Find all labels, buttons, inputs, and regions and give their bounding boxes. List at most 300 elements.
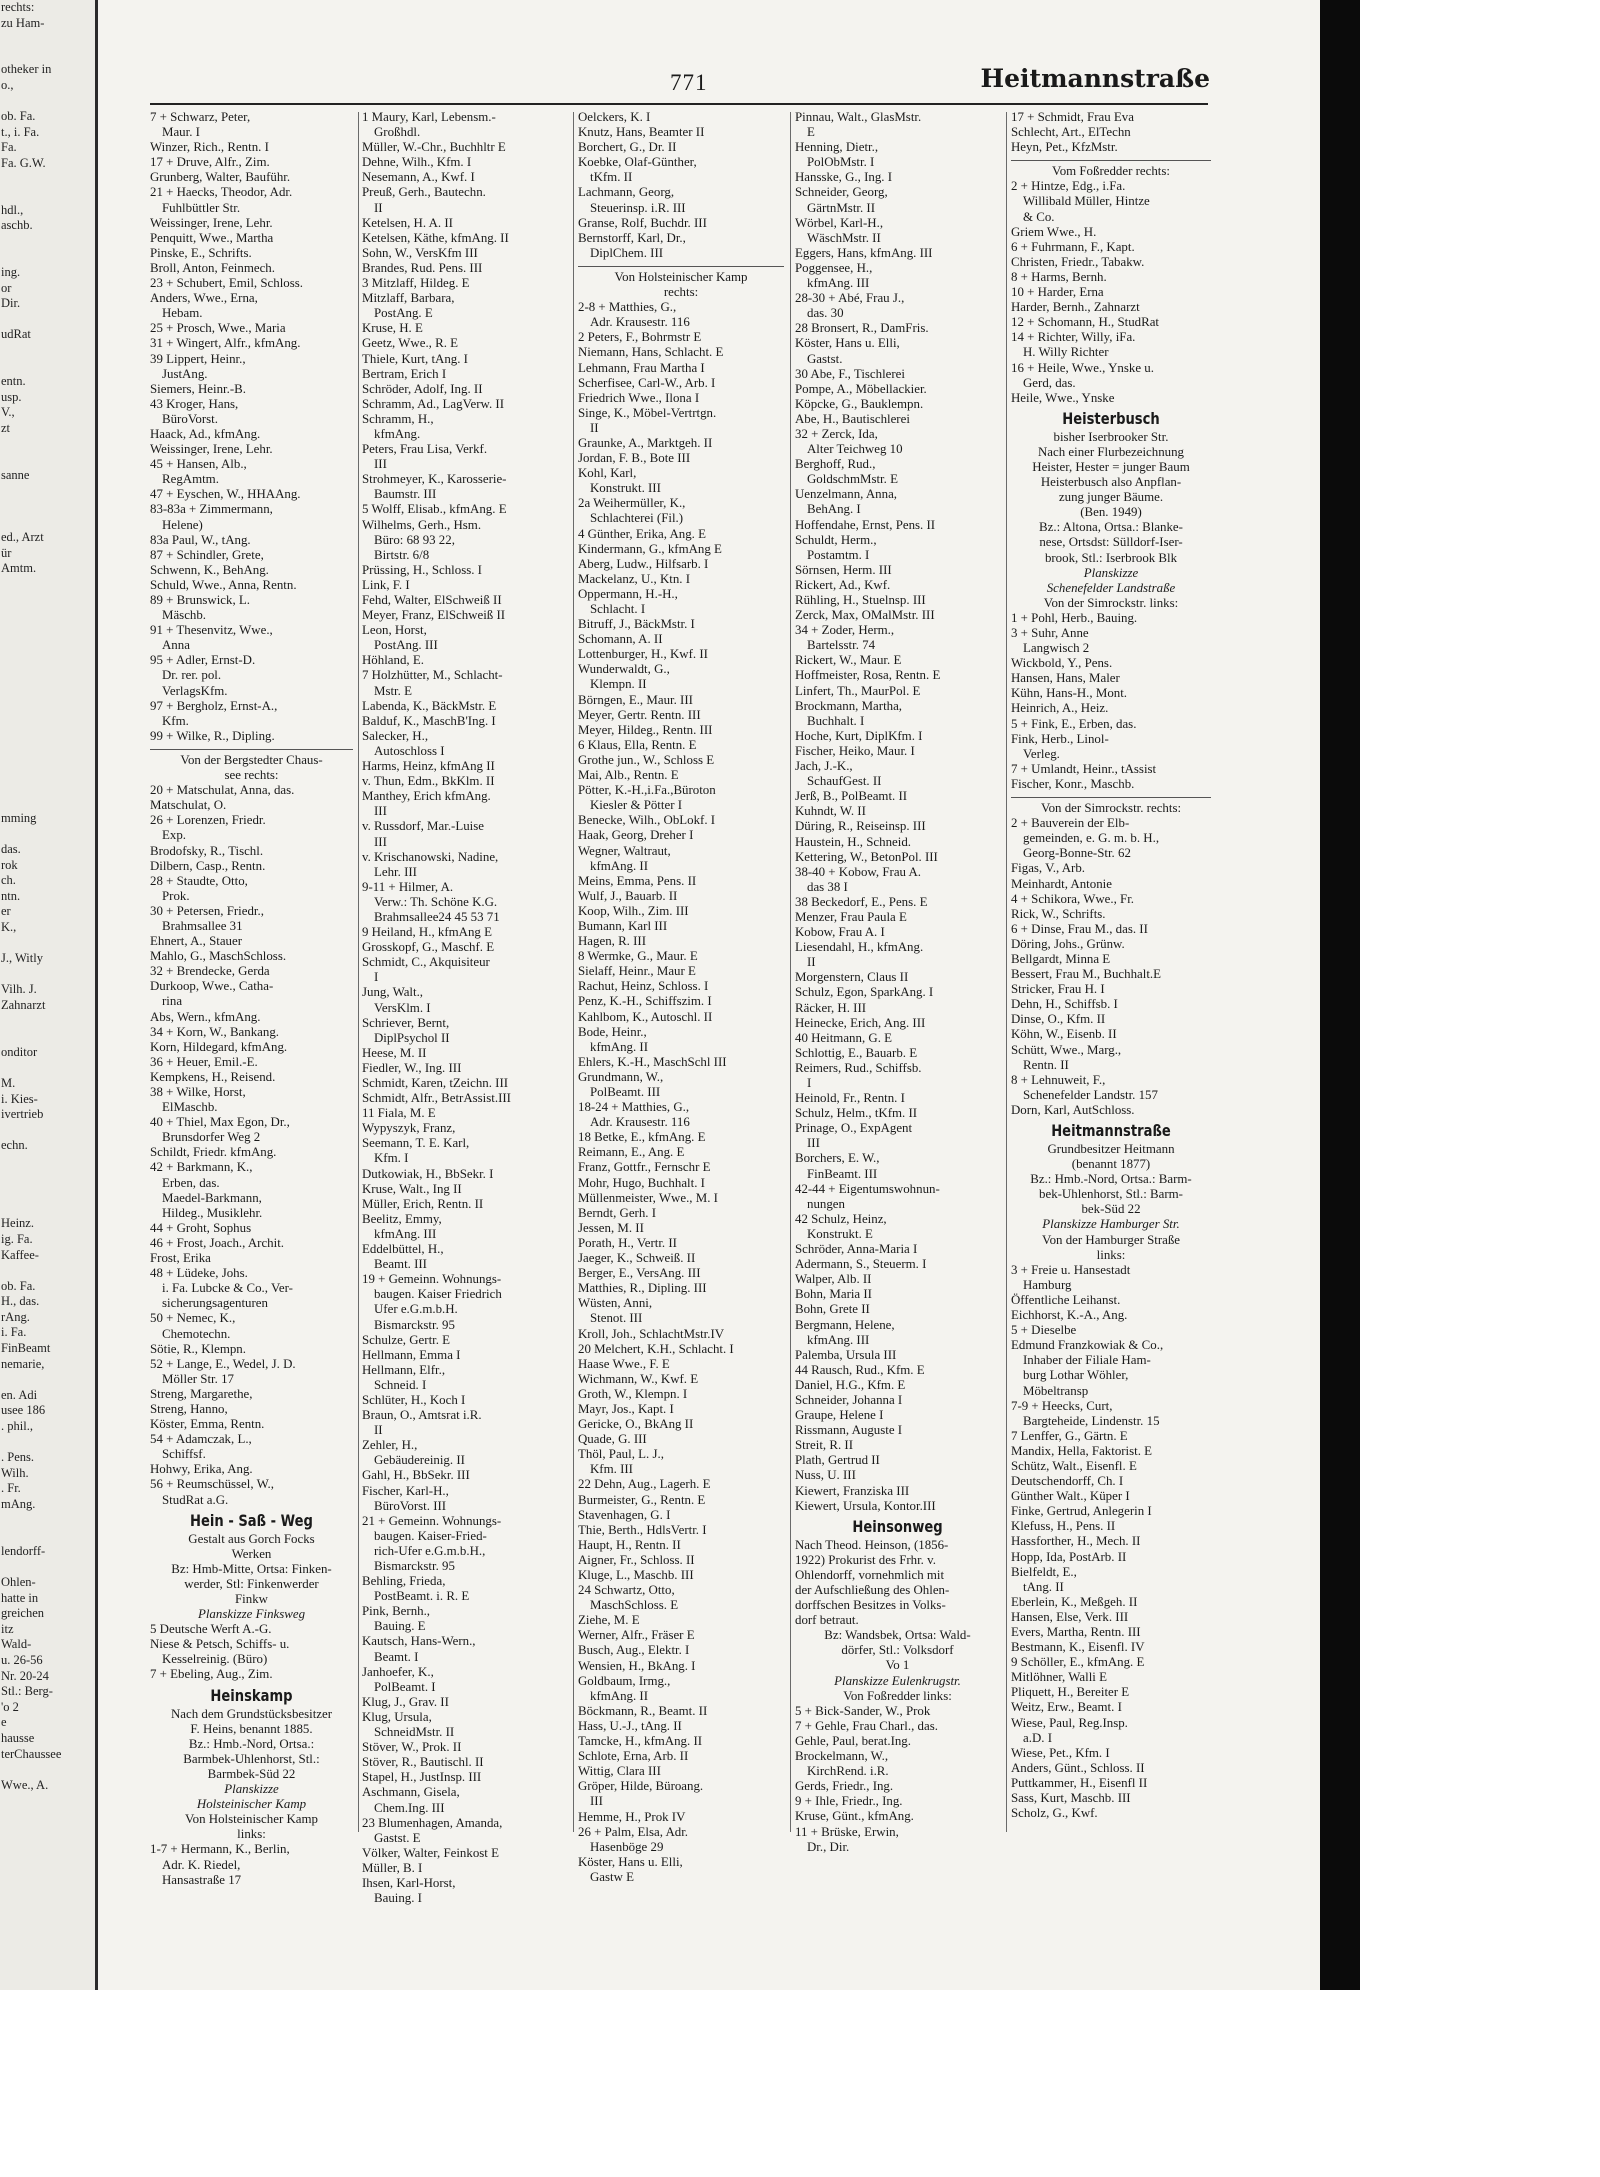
directory-entry: 52 + Lange, E., Wedel, J. D.: [150, 1356, 296, 1371]
directory-entry: Leon, Horst,: [362, 623, 427, 638]
directory-entry: Franz, Gottfr., Fernschr E: [578, 1160, 711, 1175]
directory-entry: Kesselreinig. (Büro): [162, 1652, 268, 1667]
directory-entry: 39 Lippert, Heinr.,: [150, 351, 246, 366]
directory-entry: Eichhorst, K.-A., Ang.: [1011, 1308, 1128, 1323]
directory-entry: Verleg.: [1023, 746, 1060, 761]
directory-entry: WäschMstr. II: [807, 230, 881, 245]
directory-entry: Bismarckstr. 95: [374, 1317, 455, 1332]
directory-entry: Heile, Wwe., Ynske: [1011, 390, 1115, 405]
previous-page-fragment: [0, 250, 95, 266]
directory-entry: 9-11 + Hilmer, A.: [362, 879, 454, 894]
directory-entry: Hamburg: [1023, 1277, 1072, 1292]
previous-page-fragment: [0, 1029, 95, 1045]
directory-entry: Weissinger, Irene, Lehr.: [150, 215, 273, 230]
previous-page-fragment: [0, 749, 95, 765]
street-note: Bz: Hmb-Mitte, Ortsa: Finken-: [171, 1561, 332, 1576]
previous-page-fragment: [0, 1201, 95, 1217]
directory-entry: dorffschen Besitzes in Volks-: [795, 1598, 946, 1613]
previous-page-fragment: V.,: [1, 405, 15, 420]
directory-entry: 19 + Gemeinn. Wohnungs-: [362, 1272, 502, 1287]
directory-entry: Kfm. I: [374, 1151, 409, 1166]
directory-entry: rich-Ufer e.G.m.b.H.,: [374, 1543, 486, 1558]
directory-entry: Stöver, R., Bautischl. II: [362, 1755, 484, 1770]
previous-page-fragment: [0, 1762, 95, 1778]
previous-page-fragment: [0, 437, 95, 453]
directory-entry: Wiese, Paul, Reg.Insp.: [1011, 1715, 1128, 1730]
directory-entry: Kautsch, Hans-Wern.,: [362, 1634, 476, 1649]
directory-entry: burg Lothar Wöhler,: [1023, 1368, 1129, 1383]
directory-entry: Grothe jun., W., Schloss E: [578, 752, 715, 767]
scan-border: [1320, 0, 1360, 1990]
directory-entry: 3 + Freie u. Hansestadt: [1011, 1262, 1131, 1277]
directory-entry: 97 + Bergholz, Ernst-A.,: [150, 698, 278, 713]
directory-entry: Mayr, Jos., Kapt. I: [578, 1401, 674, 1416]
street-note: Von Holsteinischer Kamp: [185, 1812, 318, 1827]
directory-entry: dorf betraut.: [795, 1613, 859, 1628]
directory-entry: Schröder, Adolf, Ing. II: [362, 381, 483, 396]
directory-entry: 17 + Schmidt, Frau Eva: [1011, 110, 1134, 124]
street-note: (benannt 1877): [1071, 1157, 1151, 1172]
previous-page-fragment: i. Kies-: [1, 1091, 38, 1106]
directory-entry: Durkoop, Wwe., Catha-: [150, 979, 274, 994]
directory-entry: Schmidt, Alfr., BetrAssist.III: [362, 1091, 511, 1106]
directory-entry: Edmund Franzkowiak & Co.,: [1011, 1338, 1164, 1353]
directory-entry: 20 Melchert, K.H., Schlacht. I: [578, 1341, 734, 1356]
directory-entry: BehAng. I: [807, 502, 861, 517]
previous-page-fragment: M.: [1, 1075, 16, 1090]
directory-entry: das. 30: [807, 306, 844, 321]
directory-entry: Jordan, F. B., Bote III: [578, 451, 691, 466]
directory-entry: Graunke, A., Marktgeh. II: [578, 435, 713, 450]
directory-entry: Schuldt, Herm.,: [795, 532, 877, 547]
directory-entry: Schmidt, C., Akquisiteur: [362, 955, 490, 970]
directory-entry: v. Russdorf, Mar.-Luise: [362, 819, 484, 834]
column-divider: [573, 112, 574, 1832]
directory-entry: Mitzlaff, Barbara,: [362, 291, 455, 306]
directory-entry: 9 Schöller, E., kfmAng. E: [1011, 1655, 1145, 1670]
directory-entry: Börngen, E., Maur. III: [578, 692, 693, 707]
previous-page-fragment: entn.: [1, 374, 26, 389]
directory-entry: Jerß, B., PolBeamt. II: [795, 789, 908, 804]
directory-entry: Berghoff, Rud.,: [795, 457, 876, 472]
directory-entry: 50 + Nemec, K.,: [150, 1311, 236, 1326]
directory-entry: Thöl, Paul, L. J.,: [578, 1447, 664, 1462]
directory-entry: Ihsen, Karl-Horst,: [362, 1875, 456, 1890]
directory-entry: Gebäudereinig. II: [374, 1453, 465, 1468]
directory-entry: Möller Str. 17: [162, 1371, 234, 1386]
directory-entry: Frost, Erika: [150, 1251, 211, 1266]
previous-page-fragment: ing.: [1, 265, 21, 280]
directory-entry: Wypyszyk, Franz,: [362, 1121, 456, 1136]
directory-entry: Exp.: [162, 828, 186, 843]
directory-entry: Manthey, Erich kfmAng.: [362, 789, 491, 804]
directory-entry: Schildt, Friedr. kfmAng.: [150, 1145, 277, 1160]
previous-page-fragment: rok: [1, 857, 18, 872]
directory-entry: Kempkens, H., Reisend.: [150, 1069, 276, 1084]
directory-entry: 7 Holzhütter, M., Schlacht-: [362, 668, 503, 683]
directory-entry: Wensien, H., BkAng. I: [578, 1658, 696, 1673]
directory-entry: Adermann, S., Steuerm. I: [795, 1257, 927, 1272]
directory-entry: Schriever, Bernt,: [362, 1015, 450, 1030]
directory-entry: Broll, Anton, Feinmech.: [150, 260, 275, 275]
directory-entry: II: [590, 420, 599, 435]
directory-entry: Hellmann, Elfr.,: [362, 1362, 446, 1377]
directory-entry: Finke, Gertrud, Anlegerin I: [1011, 1504, 1152, 1519]
directory-entry: Bismarckstr. 95: [374, 1559, 455, 1573]
street-note: zung junger Bäume.: [1058, 490, 1164, 505]
directory-entry: Brodofsky, R., Tischl.: [150, 843, 264, 858]
directory-entry: Sass, Kurt, Maschb. III: [1011, 1791, 1131, 1806]
street-note: F. Heins, benannt 1885.: [190, 1721, 313, 1736]
directory-entry: RegAmtm.: [162, 472, 219, 487]
directory-entry: 7-9 + Heecks, Curt,: [1011, 1398, 1113, 1413]
directory-entry: Goldbaum, Irmg.,: [578, 1673, 671, 1688]
directory-entry: Peters, Frau Lisa, Verkf.: [362, 442, 488, 457]
directory-entry: Ehnert, A., Stauer: [150, 934, 243, 949]
directory-entry: Verw.: Th. Schöne K.G.: [374, 894, 498, 909]
directory-entry: Kfm.: [162, 713, 189, 728]
directory-entry: Siemers, Heinr.-B.: [150, 381, 246, 396]
previous-page-fragment: [0, 515, 95, 531]
plan-reference: Schenefelder Landstraße: [1046, 580, 1176, 595]
directory-entry: Adr. K. Riedel,: [162, 1857, 241, 1872]
directory-entry: Ziehe, M. E: [578, 1613, 640, 1628]
directory-entry: Zehler, H.,: [362, 1438, 418, 1453]
directory-entry: Haupt, H., Rentn. II: [578, 1537, 681, 1552]
previous-page-fragment: Wald-: [1, 1637, 32, 1652]
previous-page-fragment: Heinz.: [1, 1216, 34, 1231]
blank-margin: [0, 1990, 1360, 2177]
street-note: Von der Simrockstr. rechts:: [1040, 801, 1182, 816]
directory-entry: kfmAng. III: [807, 1332, 870, 1347]
previous-page-fragment: . Fr.: [1, 1481, 21, 1496]
directory-entry: Kobow, Frau A. I: [795, 925, 885, 940]
directory-entry: 5 + Dieselbe: [1011, 1323, 1077, 1338]
directory-entry: 23 + Schubert, Emil, Schloss.: [150, 276, 304, 291]
directory-entry: Grosskopf, G., Maschf. E: [362, 940, 495, 955]
previous-page-fragment: . Pens.: [1, 1450, 34, 1465]
directory-entry: Wegner, Waltraut,: [578, 843, 671, 858]
street-note: Bz: Wandsbek, Ortsa: Wald-: [824, 1628, 971, 1643]
directory-entry: 83-83a + Zimmermann,: [150, 502, 273, 517]
previous-page-fragment: hdl.,: [1, 202, 24, 217]
directory-entry: Räcker, H. III: [795, 1000, 867, 1015]
directory-entry: Chemotechn.: [162, 1326, 231, 1341]
plan-reference: Planskizze Eulenkrugstr.: [834, 1673, 961, 1688]
directory-entry: Eberlein, K., Meßgeh. II: [1011, 1594, 1138, 1609]
directory-entry: Schütt, Wwe., Marg.,: [1011, 1042, 1122, 1057]
directory-entry: 1 Maury, Karl, Lebensm.-: [362, 110, 496, 124]
directory-entry: Daniel, H.G., Kfm. E: [795, 1377, 906, 1392]
directory-entry: Jung, Walt.,: [362, 985, 424, 1000]
directory-entry: Hoche, Kurt, DiplKfm. I: [795, 728, 923, 743]
directory-entry: Dehn, H., Schiffsb. I: [1011, 997, 1118, 1012]
directory-entry: Weissinger, Irene, Lehr.: [150, 442, 273, 457]
directory-entry: Kahlbom, K., Autoschl. II: [578, 1009, 713, 1024]
directory-entry: Kiesler & Pötter I: [590, 798, 683, 813]
directory-entry: 46 + Frost, Joach., Archit.: [150, 1235, 285, 1250]
street-note: Gestalt aus Gorch Focks: [188, 1531, 315, 1546]
previous-page-fragment: [0, 686, 95, 702]
directory-entry: Wörbel, Karl-H.,: [795, 215, 884, 230]
directory-entry: 43 Kroger, Hans,: [150, 396, 239, 411]
previous-page-fragment: [0, 499, 95, 515]
previous-page-fragment: Amtm.: [1, 561, 37, 576]
directory-entry: Prinage, O., ExpAgent: [795, 1121, 913, 1136]
directory-entry: 2a Weihermüller, K.,: [578, 496, 686, 511]
directory-entry: Bumann, Karl III: [578, 918, 668, 933]
street-note: Von der Hamburger Straße: [1041, 1232, 1181, 1247]
directory-entry: VersKlm. I: [374, 1000, 431, 1015]
previous-page-fragment: zt: [1, 421, 11, 436]
directory-entry: Groth, W., Klempn. I: [578, 1386, 688, 1401]
directory-entry: Scherfisee, Carl-W., Arb. I: [578, 375, 716, 390]
directory-entry: Jach, J.-K.,: [795, 759, 853, 774]
previous-page-fragment: i. Fa.: [1, 1325, 27, 1340]
directory-entry: Bestmann, K., Eisenfl. IV: [1011, 1640, 1145, 1655]
directory-entry: Düring, R., Reiseinsp. III: [795, 819, 926, 834]
previous-page-fragment: [0, 733, 95, 749]
directory-entry: kfmAng.: [374, 426, 421, 441]
directory-entry: Bohn, Maria II: [795, 1287, 872, 1302]
directory-entry: Schulz, Egon, SparkAng. I: [795, 985, 934, 1000]
directory-entry: Kettering, W., BetonPol. III: [795, 849, 938, 864]
directory-entry: 38-40 + Kobow, Frau A.: [795, 864, 922, 879]
directory-entry: Heinold, Fr., Rentn. I: [795, 1091, 905, 1106]
directory-entry: Schlote, Erna, Arb. II: [578, 1749, 689, 1764]
directory-entry: 89 + Brunswick, L.: [150, 593, 251, 607]
directory-entry: VerlagsKfm.: [162, 683, 228, 698]
street-heading: Heinsonweg: [852, 1516, 943, 1536]
previous-page-fragment: [0, 1435, 95, 1451]
directory-entry: 42 Schulz, Heinz,: [795, 1211, 887, 1226]
directory-entry: Klefuss, H., Pens. II: [1011, 1519, 1116, 1534]
directory-entry: Dr. rer. pol.: [162, 668, 222, 683]
directory-entry: Birtstr. 6/8: [374, 547, 430, 562]
street-heading: Hein - Saß - Weg: [190, 1510, 313, 1530]
directory-entry: baugen. Kaiser-Fried-: [374, 1528, 487, 1543]
directory-entry: Deutschendorff, Ch. I: [1011, 1474, 1124, 1489]
directory-entry: 54 + Adamczak, L.,: [150, 1432, 252, 1447]
directory-entry: 9 + Ihle, Friedr., Ing.: [795, 1794, 903, 1809]
directory-entry: 7 + Gehle, Frau Charl., das.: [795, 1718, 938, 1733]
directory-entry: Brahmsallee 31: [162, 918, 243, 933]
directory-entry: Behling, Frieda,: [362, 1574, 446, 1589]
directory-entry: Lehr. III: [374, 864, 417, 879]
street-note: Finkw: [235, 1592, 268, 1606]
directory-entry: Prüssing, H., Schloss. I: [362, 562, 482, 577]
directory-entry: Rühling, H., Stuelnsp. III: [795, 593, 926, 607]
directory-entry: Dilbern, Casp., Rentn.: [150, 858, 266, 873]
directory-entry: Böckmann, R., Beamt. II: [578, 1703, 708, 1718]
directory-entry: Aigner, Fr., Schloss. II: [578, 1552, 695, 1567]
directory-entry: Adr. Krausestr. 116: [590, 315, 690, 330]
previous-page-fragment: ed., Arzt: [1, 530, 44, 545]
directory-entry: Haack, Ad., kfmAng.: [150, 426, 261, 441]
directory-entry: Kruse, Walt., Ing II: [362, 1181, 462, 1196]
previous-page-fragment: FinBeamt: [1, 1341, 51, 1356]
directory-entry: Gastw E: [590, 1869, 635, 1884]
directory-entry: Hellmann, Emma I: [362, 1347, 461, 1362]
directory-entry: Reimann, E., Ang. E: [578, 1145, 685, 1160]
directory-entry: Penz, K.-H., Schiffszim. I: [578, 994, 712, 1009]
directory-entry: Streng, Hanno,: [150, 1401, 228, 1416]
directory-entry: Hagen, R. III: [578, 934, 647, 949]
directory-entry: Brahmsallee24 45 53 71: [374, 909, 500, 924]
previous-page-fragment: e: [1, 1715, 7, 1730]
directory-entry: 7 Lenffer, G., Gärtn. E: [1011, 1428, 1128, 1443]
directory-entry: Stapel, H., JustInsp. III: [362, 1770, 482, 1785]
directory-entry: Harms, Heinz, kfmAng II: [362, 759, 495, 774]
directory-entry: Porath, H., Vertr. II: [578, 1235, 677, 1250]
directory-entry: Büro: 68 93 22,: [374, 532, 455, 547]
directory-entry: Günther Walt., Küper I: [1011, 1489, 1130, 1504]
directory-entry: 5 + Fink, E., Erben, das.: [1011, 716, 1137, 731]
directory-entry: Mitlöhner, Walli E: [1011, 1670, 1107, 1685]
directory-entry: 5 + Bick-Sander, W., Prok: [795, 1703, 931, 1718]
directory-entry: Willibald Müller, Hintze: [1023, 194, 1150, 209]
directory-entry: Haase Wwe., F. E: [578, 1356, 670, 1371]
directory-entry: Hansastraße 17: [162, 1872, 242, 1887]
directory-entry: Helene): [162, 517, 203, 532]
directory-entry: Rachut, Heinz, Schloss. I: [578, 979, 709, 994]
directory-entry: Haustein, H., Schneid.: [795, 834, 911, 849]
directory-entry: Hemme, H., Prok IV: [578, 1809, 686, 1824]
directory-entry: Reimers, Rud., Schiffsb.: [795, 1060, 922, 1075]
directory-entry: 83a Paul, W., tAng.: [150, 532, 251, 547]
directory-entry: Bohn, Grete II: [795, 1302, 870, 1317]
directory-entry: Friedrich Wwe., Ilona I: [578, 390, 700, 405]
directory-entry: Tamcke, H., kfmAng. II: [578, 1734, 703, 1749]
column-4: [795, 110, 1000, 1855]
directory-entry: Hansen, Hans, Maler: [1011, 671, 1120, 686]
directory-entry: III: [590, 1794, 603, 1809]
directory-entry: das 38 I: [807, 879, 848, 894]
directory-entry: PostAng. E: [374, 306, 433, 321]
directory-entry: Sötie, R., Klempn.: [150, 1341, 246, 1356]
directory-entry: Schneider, Georg,: [795, 185, 888, 200]
directory-entry: 22 Dehn, Aug., Lagerh. E: [578, 1477, 711, 1492]
previous-page-fragment: Fa.: [1, 140, 17, 155]
directory-entry: Braun, O., Amtsrat i.R.: [362, 1408, 482, 1423]
directory-entry: Eddelbüttel, H.,: [362, 1242, 444, 1257]
directory-entry: Grundmann, W.,: [578, 1069, 664, 1084]
directory-entry: Thiele, Kurt, tAng. I: [362, 351, 468, 366]
directory-entry: Oppermann, H.-H.,: [578, 586, 678, 601]
directory-entry: Völker, Walter, Feinkost E: [362, 1845, 499, 1860]
directory-entry: Heyn, Pet., KfzMstr.: [1011, 140, 1118, 155]
previous-page-fragment: ch.: [1, 873, 16, 888]
directory-entry: gemeinden, e. G. m. b. H.,: [1023, 831, 1160, 846]
directory-entry: Meyer, Gertr. Rentn. III: [578, 707, 701, 722]
street-note: Bz.: Hmb.-Nord, Ortsa.:: [188, 1736, 315, 1751]
directory-entry: 40 Heitmann, G. E: [795, 1030, 893, 1045]
directory-entry: Schneider, Johanna I: [795, 1392, 903, 1407]
directory-entry: Ketelsen, H. A. II: [362, 215, 453, 230]
directory-entry: Nach Theod. Heinson, (1856-: [795, 1537, 949, 1552]
directory-entry: Sohn, W., VersKfm III: [362, 245, 478, 260]
directory-entry: Dorn, Karl, AutSchloss.: [1011, 1102, 1135, 1117]
directory-entry: Walper, Alb. II: [795, 1272, 872, 1287]
directory-entry: nungen: [807, 1196, 845, 1211]
street-note: Von der Bergstedter Chaus-: [180, 752, 323, 767]
street-note: Bz.: Hmb.-Nord, Ortsa.: Barm-: [1030, 1172, 1192, 1187]
directory-entry: Hohwy, Erika, Ang.: [150, 1462, 253, 1477]
column-1: [150, 110, 353, 1888]
directory-entry: Hoffendahe, Ernst, Pens. II: [795, 517, 936, 532]
previous-page-fragment: [0, 234, 95, 250]
directory-entry: Meyer, Franz, ElSchweiß II: [362, 608, 506, 623]
directory-entry: Bertram, Erich I: [362, 366, 447, 381]
directory-entry: Linfert, Th., MaurPol. E: [795, 683, 921, 698]
directory-entry: 95 + Adler, Ernst-D.: [150, 653, 256, 668]
previous-page-fragment: itz: [1, 1621, 14, 1636]
directory-entry: Balduf, K., MaschB'Ing. I: [362, 713, 496, 728]
directory-entry: Lehmann, Frau Martha I: [578, 360, 705, 375]
directory-entry: Christen, Friedr., Tabakw.: [1011, 254, 1145, 269]
directory-entry: 9 Heiland, H., kfmAng E: [362, 925, 492, 940]
directory-entry: Granse, Rolf, Buchdr. III: [578, 215, 707, 230]
directory-entry: Brockelmann, W.,: [795, 1749, 889, 1764]
directory-entry: 6 + Fuhrmann, F., Kapt.: [1011, 239, 1135, 254]
directory-entry: 28 Bronsert, R., DamFris.: [795, 321, 929, 336]
previous-page-fragment: [0, 1185, 95, 1201]
column-3: [578, 110, 784, 1885]
directory-entry: Grunberg, Walter, Bauführ.: [150, 170, 291, 185]
street-note: links:: [1096, 1247, 1126, 1262]
section-rule: [150, 749, 353, 750]
directory-entry: Müller, W.-Chr., Buchhltr E: [362, 140, 506, 155]
directory-entry: Ehlers, K.-H., MaschSchl III: [578, 1054, 727, 1069]
directory-entry: Geetz, Wwe., R. E: [362, 336, 459, 351]
previous-page-fragment: or: [1, 280, 12, 295]
directory-entry: Gastst.: [807, 351, 843, 366]
directory-entry: Rickert, W., Maur. E: [795, 653, 902, 668]
directory-entry: Stavenhagen, G. I: [578, 1507, 671, 1522]
directory-entry: III: [374, 834, 387, 849]
directory-entry: Quade, G. III: [578, 1432, 647, 1447]
directory-entry: Dehne, Wilh., Kfm. I: [362, 155, 472, 170]
directory-entry: Fink, Herb., Linol-: [1011, 731, 1109, 746]
directory-entry: ElMaschb.: [162, 1100, 218, 1115]
directory-entry: 36 + Heuer, Emil.-E.: [150, 1054, 258, 1069]
directory-entry: Matschulat, O.: [150, 798, 227, 813]
previous-page-fragment: Dir.: [1, 296, 21, 311]
directory-entry: Brandes, Rud. Pens. III: [362, 260, 483, 275]
directory-entry: Figas, V., Arb.: [1011, 861, 1086, 876]
directory-entry: Stricker, Frau H. I: [1011, 982, 1105, 997]
directory-entry: Pötter, K.-H.,i.Fa.,Büroton: [578, 783, 716, 798]
directory-entry: Klug, Ursula,: [362, 1709, 432, 1724]
directory-entry: Kuhndt, W. II: [795, 804, 866, 819]
directory-entry: Klempn. II: [590, 677, 647, 692]
directory-entry: Gastst. E: [374, 1830, 421, 1845]
directory-entry: Schwenn, K., BehAng.: [150, 562, 269, 577]
directory-entry: tKfm. II: [590, 170, 633, 185]
directory-entry: PolBeamt. III: [590, 1085, 661, 1099]
directory-entry: Werner, Alfr., Fräser E: [578, 1628, 695, 1643]
previous-page-fragment: onditor: [1, 1044, 38, 1059]
previous-page-fragment: [0, 1372, 95, 1388]
directory-entry: Morgenstern, Claus II: [795, 970, 909, 985]
directory-entry: Kruse, Günt., kfmAng.: [795, 1809, 914, 1824]
previous-page-fragment: [0, 1513, 95, 1529]
directory-entry: Kruse, H. E: [362, 321, 423, 336]
street-note: Von Holsteinischer Kamp: [614, 269, 748, 284]
directory-entry: Schmidt, Karen, tZeichn. III: [362, 1076, 509, 1090]
directory-entry: 3 + Suhr, Anne: [1011, 626, 1089, 640]
directory-entry: Inhaber der Filiale Ham-: [1023, 1353, 1151, 1368]
